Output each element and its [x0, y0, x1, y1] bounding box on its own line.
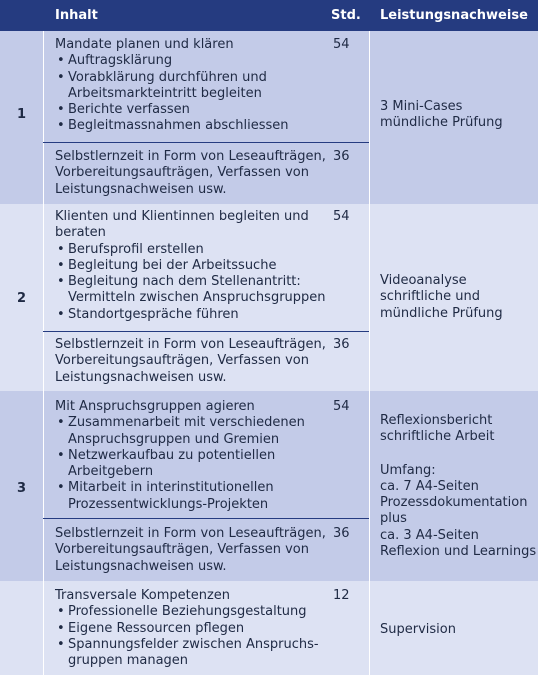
- self-study-text: Selbstlernzeit in Form von Leseaufträgen, Vorbereitungsaufträgen, Verfassen von Leistungsnachweisen usw.: [55, 337, 326, 385]
- assessment-line: mündliche Prüfung: [380, 115, 503, 131]
- module-number: 1: [16, 107, 27, 122]
- list-item: • Professionelle Beziehungsgestaltung: [55, 604, 330, 620]
- subrow-divider: [43, 518, 369, 519]
- assessment-line: Supervision: [380, 622, 456, 637]
- assessment-line: Umfang:: [380, 462, 436, 478]
- assessment-cell: [380, 99, 538, 132]
- assessment-cell: [380, 622, 538, 638]
- hours-value: 54: [333, 399, 350, 414]
- list-item: • Begleitung bei der Arbeitssuche: [55, 258, 330, 274]
- subrow-divider: [43, 142, 369, 143]
- list-item: • Begleitung nach dem Stellenantritt: Vermitteln zwischen Anspruchsgruppen: [55, 274, 330, 307]
- module-title: Klienten und Klientinnen begleiten und beraten: [55, 209, 309, 241]
- hours-value: 54: [333, 37, 350, 52]
- list-item: • Netzwerkaufbau zu potentiellen Arbeitgebern: [55, 448, 330, 481]
- topic-list: [55, 415, 330, 513]
- list-item: • Begleitmassnahmen abschliessen: [55, 118, 330, 134]
- hours-value: 36: [333, 337, 350, 352]
- module-title: Mandate planen und klären: [55, 37, 234, 52]
- topic-list: [55, 242, 330, 323]
- list-item: • Berichte verfassen: [55, 102, 330, 118]
- list-item: • Vorabklärung durchführen und Arbeitsmarkteintritt begleiten: [55, 70, 330, 103]
- assessment-line: Reflexionsbericht: [380, 413, 493, 428]
- hours-value: 36: [333, 526, 350, 541]
- subrow-divider: [43, 331, 369, 332]
- list-item: • Mitarbeit in interinstitutionellen Prozessentwicklungs-Projekten: [55, 480, 330, 513]
- module-title: Mit Anspruchsgruppen agieren: [55, 399, 255, 414]
- assessment-line: ca. 7 A4-Seiten: [380, 478, 479, 494]
- assessment-line: Prozessdokumentation: [380, 495, 528, 511]
- assessment-line: 3 Mini-Cases: [380, 99, 463, 114]
- assessment-line: Videoanalyse: [380, 273, 467, 288]
- hours-value: 36: [333, 149, 350, 164]
- module-title: Transversale Kompetenzen: [55, 588, 231, 603]
- assessment-line: Reflexion und Learnings: [380, 544, 537, 560]
- module-content: [55, 588, 330, 669]
- module-content: [55, 399, 330, 513]
- assessment-line: mündliche Prüfung: [380, 305, 503, 321]
- module-number: 3: [16, 481, 27, 496]
- module-content: [55, 209, 330, 323]
- hours-value: 12: [333, 588, 350, 603]
- header-leistungsnachweise: Leistungsnachweise: [380, 8, 528, 23]
- list-item: • Standortgespräche führen: [55, 307, 330, 323]
- assessment-line: ca. 3 A4-Seiten: [380, 527, 479, 543]
- topic-list: [55, 53, 330, 134]
- self-study-text: Selbstlernzeit in Form von Leseaufträgen, Vorbereitungsaufträgen, Verfassen von Leistungsnachweisen usw.: [55, 526, 326, 574]
- list-item: • Berufsprofil erstellen: [55, 242, 330, 258]
- list-item: • Auftragsklärung: [55, 53, 330, 69]
- assessment-line: schriftliche Arbeit: [380, 429, 495, 445]
- assessment-cell: [380, 413, 538, 560]
- assessment-cell: [380, 273, 538, 322]
- column-divider: [43, 31, 44, 675]
- module-number: 2: [16, 291, 27, 306]
- assessment-line: schriftliche und: [380, 289, 481, 305]
- self-study-text: Selbstlernzeit in Form von Leseaufträgen, Vorbereitungsaufträgen, Verfassen von Leistungsnachweisen usw.: [55, 149, 326, 197]
- assessment-line: plus: [380, 511, 407, 527]
- header-std: Std.: [331, 8, 361, 23]
- hours-value: 54: [333, 209, 350, 224]
- column-divider: [369, 31, 370, 675]
- topic-list: [55, 604, 330, 669]
- list-item: • Eigene Ressourcen pflegen: [55, 621, 330, 637]
- header-inhalt: Inhalt: [55, 8, 98, 23]
- list-item: • Zusammenarbeit mit verschiedenen Anspruchsgruppen und Gremien: [55, 415, 330, 448]
- list-item: • Spannungsfelder zwischen Anspruchs-gruppen managen: [55, 637, 330, 670]
- module-content: [55, 37, 330, 135]
